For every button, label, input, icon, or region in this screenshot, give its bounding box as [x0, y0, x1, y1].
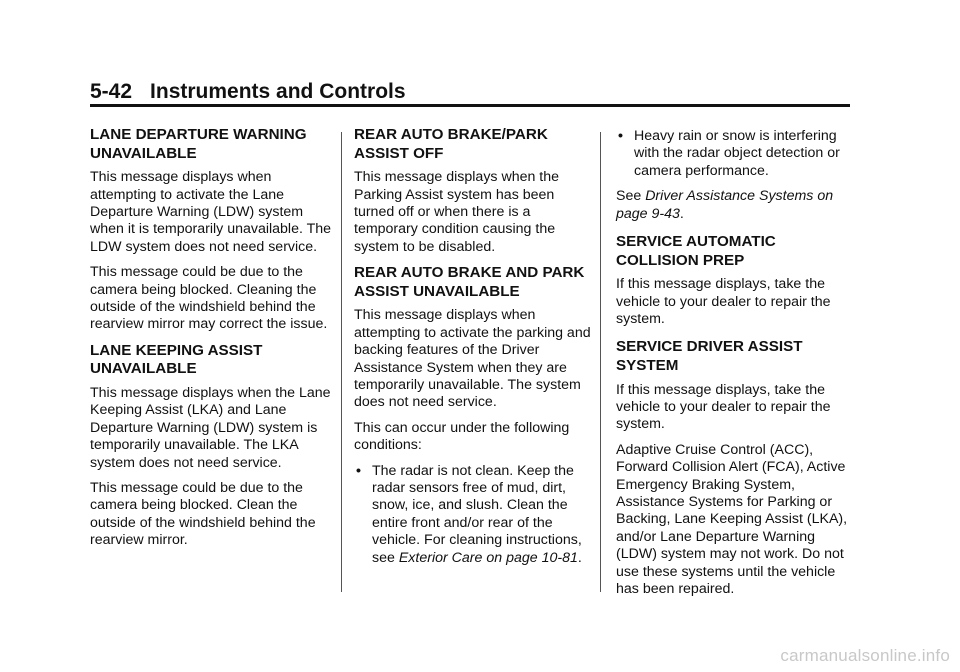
- column-1: [90, 126, 335, 558]
- heading-lane-keeping-assist-unavailable: LANE KEEPING ASSIST UNAVAILABLE: [90, 341, 263, 378]
- punctuation: .: [577, 549, 582, 566]
- heading-rear-auto-brake-park-assist-off: REAR AUTO BRAKE/PARK ASSIST OFF: [354, 126, 548, 162]
- heading-lane-departure-warning-unavailable: LANE DEPARTURE WARNING UNAVAILABLE: [90, 126, 307, 162]
- page-number: 5-42: [90, 80, 133, 103]
- bullet-icon: •: [618, 128, 623, 144]
- paragraph: If this message displays, take the vehicle to your dealer to repair the system.: [616, 381, 831, 433]
- list-item-text: Heavy rain or snow is interfering with the radar object detection or camera performance.: [634, 128, 840, 179]
- conditions-list: [354, 463, 594, 567]
- column-divider-2: [600, 132, 601, 592]
- page-header: [90, 80, 406, 104]
- see-reference: See Driver Assistance Systems on page 9-43.: [616, 188, 834, 222]
- paragraph: Adaptive Cruise Control (ACC), Forward Collision Alert (FCA), Active Emergency Braking System, Assistance Systems for Parking or Backing, Lane Keeping Assist (LKA), and/or Lane Departure Warning (LDW) system may not work. Do not use these systems until the vehicle has been repaired.: [616, 441, 848, 598]
- cross-reference-link[interactable]: Driver Assistance Systems on page 9-43: [616, 188, 834, 222]
- heading-service-automatic-collision-prep: SERVICE AUTOMATIC COLLISION PREP: [616, 233, 776, 269]
- paragraph: This message displays when the Lane Keeping Assist (LKA) and Lane Departure Warning (LDW) system is temporarily unavailable. The LKA system does not need service.: [90, 385, 331, 471]
- list-item-text: The radar is not clean. Keep the radar sensors free of mud, dirt, snow, ice, and slush. Clean the entire front and/or rear of the vehicle. For cleaning instructions, see: [372, 462, 582, 566]
- heading-service-driver-assist-system: SERVICE DRIVER ASSIST SYSTEM: [616, 338, 803, 375]
- section-title: Instruments and Controls: [150, 80, 406, 103]
- column-divider-1: [341, 132, 342, 592]
- watermark: carmanualsonline.info: [780, 646, 950, 665]
- paragraph: This message displays when attempting to activate the Lane Departure Warning (LDW) system when it is temporarily unavailable. The LDW system does not need service.: [90, 169, 332, 255]
- paragraph: This message could be due to the camera being blocked. Cleaning the outside of the windshield behind the rearview mirror may correct the issue.: [90, 264, 328, 333]
- paragraph: This message displays when the Parking Assist system has been turned off or when there is a temporary condition causing the system to be disabled.: [354, 169, 560, 255]
- paragraph: This message displays when attempting to activate the parking and backing features of the Driver Assistance System when they are temporarily unavailable. The system does not need service.: [354, 307, 591, 411]
- paragraph: If this message displays, take the vehicle to your dealer to repair the system.: [616, 276, 831, 328]
- column-2: [354, 126, 594, 575]
- paragraph: This can occur under the following conditions:: [354, 419, 570, 454]
- list-item: [616, 128, 856, 180]
- column-3: [616, 128, 856, 607]
- cross-reference-link[interactable]: Exterior Care on page 10-81: [398, 549, 578, 566]
- list-item: [354, 463, 594, 567]
- heading-rear-auto-brake-unavailable: REAR AUTO BRAKE AND PARK ASSIST UNAVAILABLE: [354, 264, 585, 300]
- bullet-icon: •: [356, 462, 361, 479]
- paragraph: This message could be due to the camera being blocked. Clean the outside of the windshield behind the rearview mirror.: [90, 480, 316, 549]
- conditions-list-continued: [616, 128, 856, 180]
- header-rule: [90, 104, 850, 107]
